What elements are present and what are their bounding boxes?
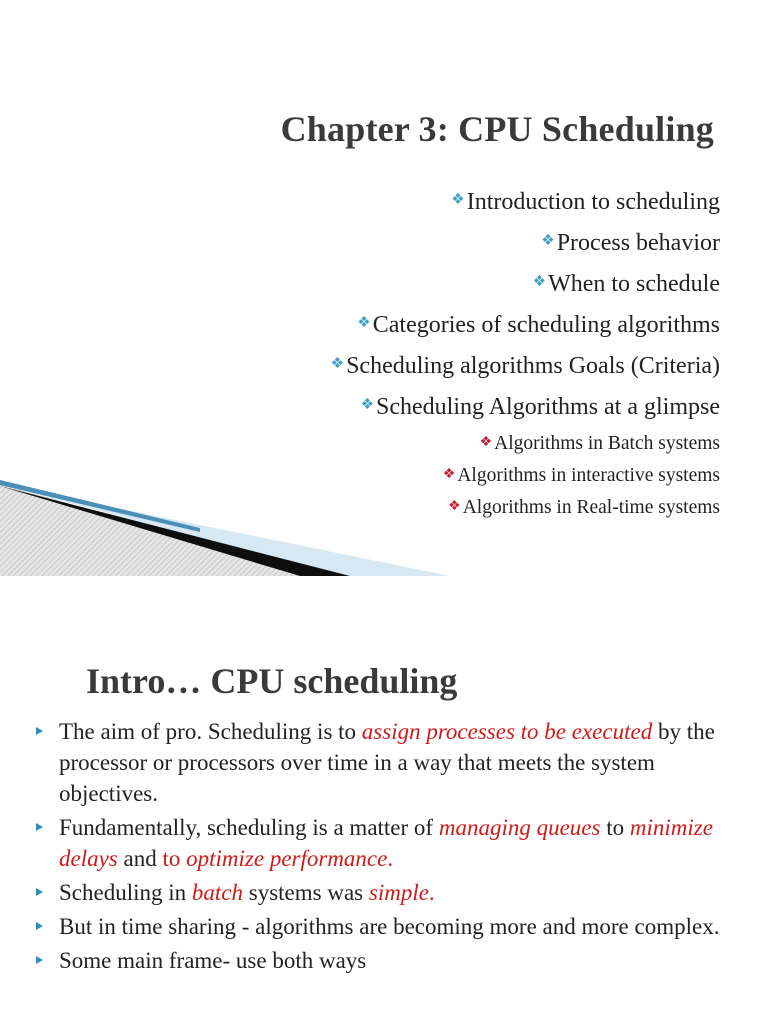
bullet-text: The aim of pro. Scheduling is to	[59, 719, 362, 744]
topic-item	[331, 304, 720, 345]
diamond-bullet-icon: ❖	[479, 435, 493, 450]
topic-text: Scheduling Algorithms at a glimpse	[376, 394, 720, 420]
topic-item	[331, 222, 720, 263]
bullet-item	[36, 945, 756, 976]
emphasis-text: minimize delays	[59, 815, 713, 871]
subtopic-text: Algorithms in Real-time systems	[462, 497, 720, 518]
swoosh-decoration	[0, 470, 768, 576]
slide-intro-cpu-scheduling	[0, 600, 768, 1024]
bullet-text: by the processor or processors over time in a way that meets the system objectives.	[59, 719, 715, 806]
emphasis-text: assign processes to be executed	[361, 719, 653, 744]
subtopic-text: Algorithms in interactive systems	[457, 465, 720, 486]
diamond-bullet-icon: ❖	[357, 315, 371, 331]
emphasis-text: simple	[368, 880, 429, 905]
diamond-bullet-icon: ❖	[451, 192, 465, 208]
bullet-item	[36, 812, 756, 874]
bullet-item	[36, 877, 756, 908]
bullet-text: and	[117, 846, 163, 871]
emphasis-text: managing queues	[438, 815, 601, 840]
topic-item	[331, 181, 720, 222]
diamond-bullet-icon: ❖	[330, 356, 345, 372]
bullet-text: to	[600, 815, 630, 840]
topic-text: Process behavior	[556, 230, 720, 256]
bullet-text: Scheduling in	[59, 880, 192, 905]
emphasis-text: batch	[191, 880, 243, 905]
triangle-bullet-icon	[36, 888, 43, 896]
red-text: to	[162, 846, 187, 871]
triangle-bullet-icon	[36, 823, 43, 831]
topic-text: Introduction to scheduling	[466, 189, 720, 215]
diamond-bullet-icon: ❖	[448, 499, 461, 514]
red-text: .	[387, 846, 394, 871]
slide-title: Intro… CPU scheduling	[86, 661, 458, 701]
triangle-bullet-icon	[36, 727, 43, 735]
topic-item	[331, 345, 720, 386]
triangle-bullet-icon	[36, 922, 43, 930]
topic-text: When to schedule	[548, 271, 720, 297]
bullet-list	[36, 716, 756, 979]
diamond-bullet-icon: ❖	[442, 467, 456, 482]
slide-title: Chapter 3: CPU Scheduling	[280, 109, 714, 149]
emphasis-text: optimize performance	[186, 846, 388, 871]
red-text: .	[428, 880, 435, 905]
bullet-text: systems was	[243, 880, 369, 905]
bullet-item	[36, 911, 756, 942]
topic-item	[331, 386, 720, 427]
topic-text: Categories of scheduling algorithms	[372, 312, 720, 338]
topic-item	[331, 263, 720, 304]
subtopic-item	[331, 427, 720, 459]
bullet-text: Some main frame- use both ways	[59, 948, 367, 973]
bullet-text: But in time sharing - algorithms are becoming more and more complex.	[59, 914, 720, 939]
bullet-text: Fundamentally, scheduling is a matter of	[59, 815, 439, 840]
diamond-bullet-icon: ❖	[360, 397, 375, 413]
triangle-bullet-icon	[36, 956, 43, 964]
diamond-bullet-icon: ❖	[541, 233, 555, 249]
diamond-bullet-icon: ❖	[532, 274, 547, 290]
bullet-item	[36, 716, 756, 809]
subtopic-text: Algorithms in Batch systems	[494, 433, 720, 454]
topic-text: Scheduling algorithms Goals (Criteria)	[346, 353, 720, 379]
